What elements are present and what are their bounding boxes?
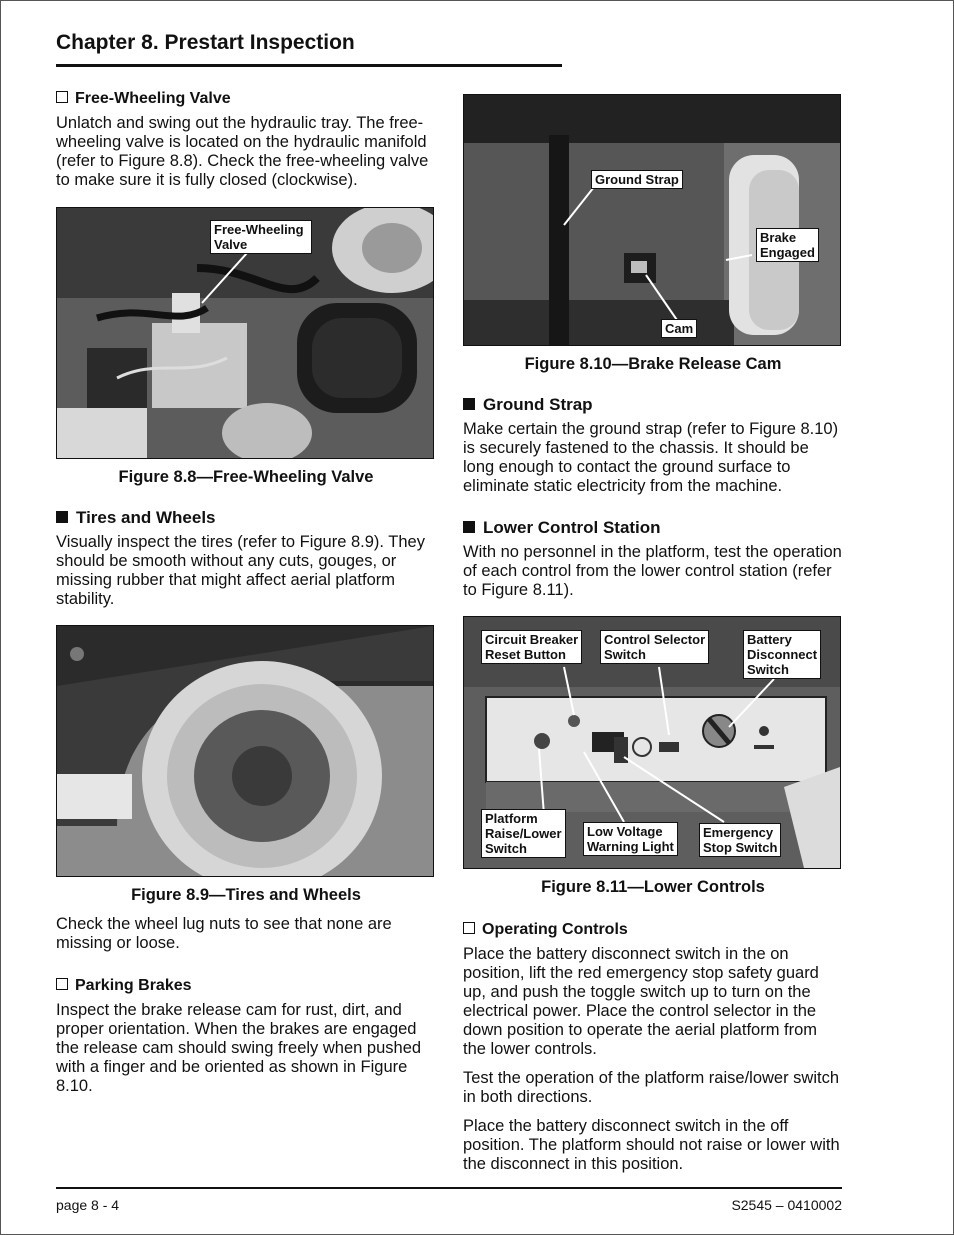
operating-controls-heading: Operating Controls [463,919,843,940]
document-id: S2545 – 0410002 [731,1197,842,1213]
left-column [56,88,436,1096]
square-bullet-icon [56,511,68,523]
parking-brakes-heading: Parking Brakes [56,975,436,996]
low-voltage-callout: Low Voltage Warning Light [583,822,678,856]
figure-8-8-caption: Figure 8.8—Free-Wheeling Valve [118,468,374,486]
operating-controls-p1: Place the battery disconnect switch in the on position, lift the red emergency stop safety guard up, and push the toggle switch up to turn on the electrical power. Place the control selector in the down position to operate the aerial platform from the lower controls. [463,945,819,1058]
figure-8-9-caption: Figure 8.9—Tires and Wheels [131,886,361,904]
free-wheeling-body: Unlatch and swing out the hydraulic tray. The free-wheeling valve is located on the hydraulic manifold (refer to Figure 8.8). Check the free-wheeling valve to make sure it is fully closed (clockwise). [56,114,429,189]
operating-controls-p3: Place the battery disconnect switch in the off position. The platform should not raise or lower with the disconnect in this position. [463,1117,840,1173]
lug-nuts-text: Check the wheel lug nuts to see that none are missing or loose. [56,915,392,952]
square-bullet-icon [463,521,475,533]
square-bullet-icon [463,398,475,410]
tire-photo [57,626,433,876]
control-selector-callout: Control Selector Switch [600,630,709,664]
cam-callout: Cam [661,319,697,338]
figure-lower-controls [463,616,841,869]
page-number: page 8 - 4 [56,1197,120,1213]
brake-photo [464,95,840,345]
footer-rule [56,1187,842,1189]
figure-brake-release-cam [463,94,841,346]
lower-control-heading: Lower Control Station [463,517,843,538]
figure-free-wheeling-valve [56,207,434,459]
lower-control-body: With no personnel in the platform, test the operation of each control from the lower control station (refer to Figure 8.11). [463,543,842,599]
brake-engaged-callout: Brake Engaged [756,228,819,262]
tires-body: Visually inspect the tires (refer to Figure 8.9). They should be smooth without any cuts, gouges, or missing rubber that might affect aerial platform stability. [56,533,425,608]
battery-disconnect-callout: Battery Disconnect Switch [743,630,821,679]
ground-strap-callout: Ground Strap [591,170,683,189]
chapter-title: Chapter 8. Prestart Inspection [56,31,355,54]
circuit-breaker-callout: Circuit Breaker Reset Button [481,630,582,664]
right-column [463,94,843,1174]
ground-strap-heading: Ground Strap [463,394,843,415]
checkbox-icon [56,91,68,103]
tires-heading: Tires and Wheels [56,507,436,528]
title-rule [56,64,562,67]
figure-8-10-caption: Figure 8.10—Brake Release Cam [524,355,782,373]
figure-tires-wheels [56,625,434,877]
figure-8-11-caption: Figure 8.11—Lower Controls [541,878,765,896]
free-wheeling-valve-callout: Free-Wheeling Valve [210,220,312,254]
parking-brakes-body: Inspect the brake release cam for rust, dirt, and proper orientation. When the brakes are engaged the release cam should swing freely when pushed with a finger and be oriented as shown in Figure 8.10. [56,1001,422,1095]
emergency-stop-callout: Emergency Stop Switch [699,823,781,857]
operating-controls-p2: Test the operation of the platform raise/lower switch in both directions. [463,1069,840,1106]
free-wheeling-heading: Free-Wheeling Valve [56,88,436,109]
checkbox-icon [463,922,475,934]
checkbox-icon [56,978,68,990]
ground-strap-body: Make certain the ground strap (refer to Figure 8.10) is securely fastened to the chassis. It should be long enough to contact the ground surface to eliminate static electricity from the machine. [463,420,839,495]
platform-raise-lower-callout: Platform Raise/Lower Switch [481,809,566,858]
